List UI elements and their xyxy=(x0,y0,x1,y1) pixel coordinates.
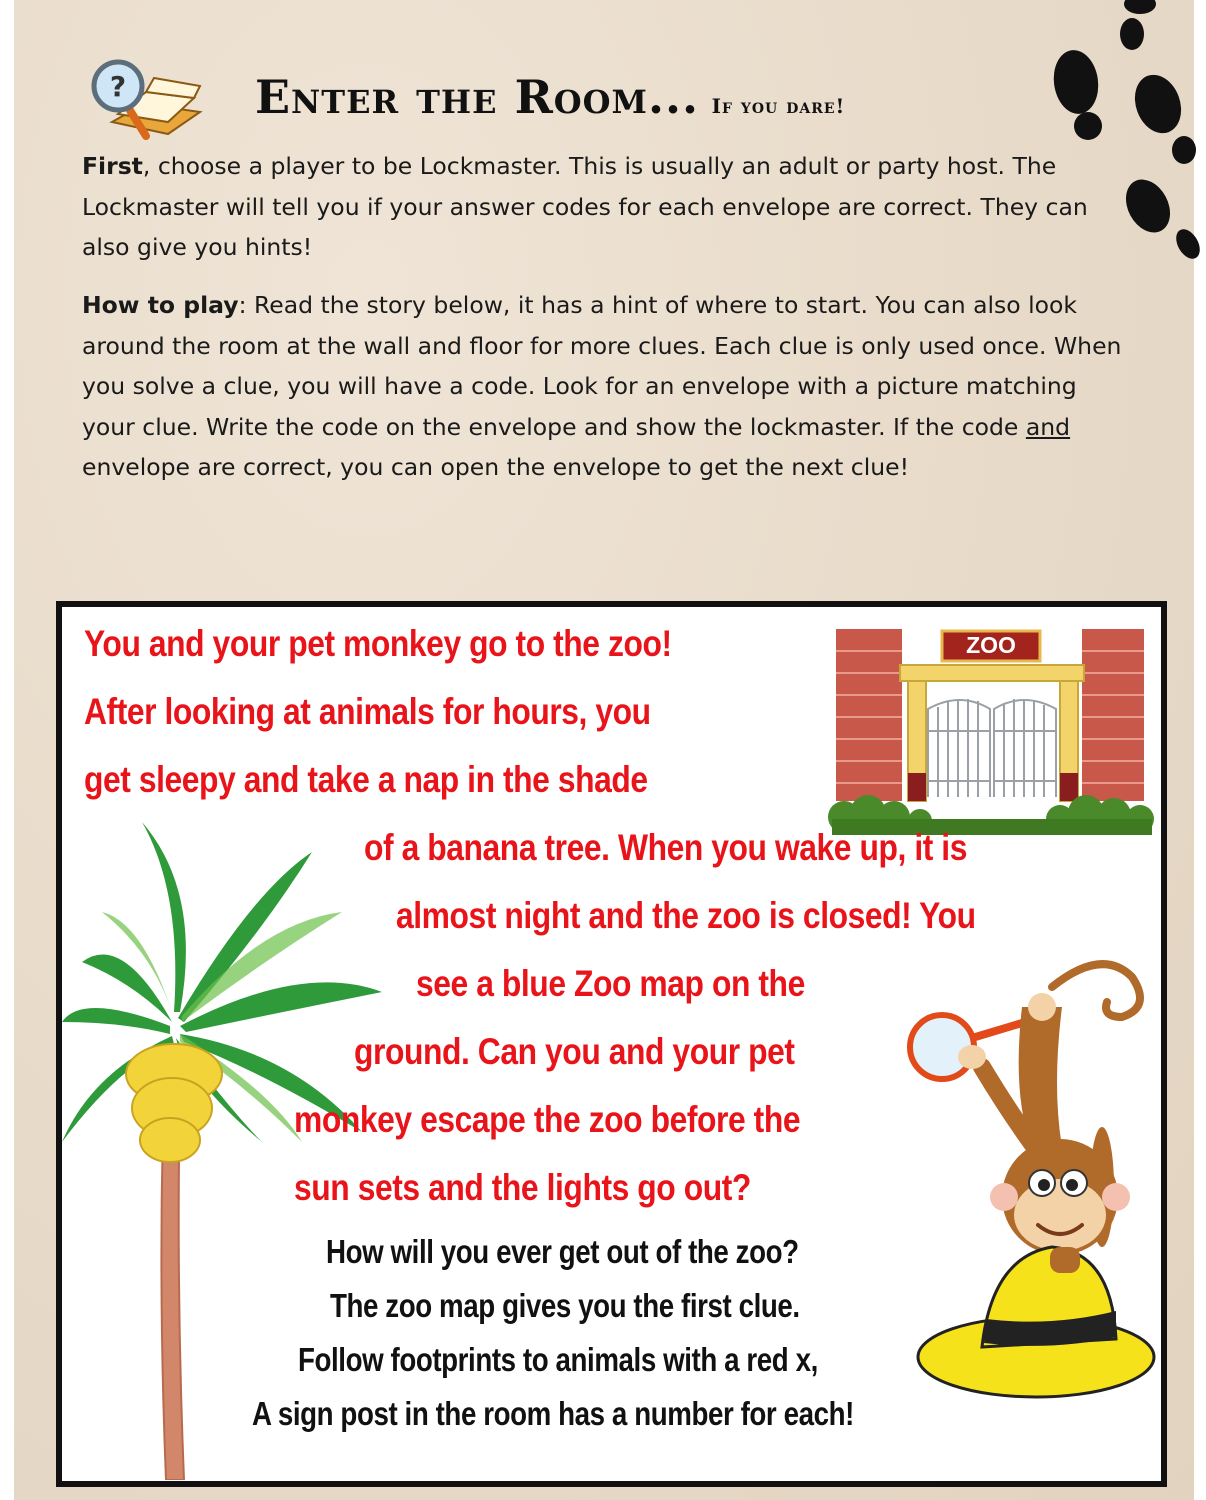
story-line-3: get sleepy and take a nap in the shade xyxy=(84,759,648,800)
monkey-icon xyxy=(902,947,1157,1402)
story-line-2: After looking at animals for hours, you xyxy=(84,691,651,732)
how-to-play-label: How to play xyxy=(82,291,239,319)
zoo-sign xyxy=(942,632,1040,659)
title-main: Enter the Room... xyxy=(255,70,700,124)
zoo-sign-label: ZOO xyxy=(966,632,1016,658)
title-sub: If you dare! xyxy=(711,94,846,118)
story-line-4: of a banana tree. When you wake up, it is xyxy=(364,827,967,868)
story-line-6: see a blue Zoo map on the xyxy=(416,963,805,1004)
story-line-1: You and your pet monkey go to the zoo! xyxy=(84,623,672,664)
first-text: , choose a player to be Lockmaster. This is usually an adult or party host. The Lockmaster will tell you if your answer codes for each envelope are correct. They can also give you hints! xyxy=(82,152,1088,261)
how-to-play-underlined: and xyxy=(1025,412,1071,441)
story-line-7: ground. Can you and your pet xyxy=(354,1031,795,1072)
svg-text:?: ? xyxy=(109,70,127,103)
story-line-8: monkey escape the zoo before the xyxy=(294,1099,801,1140)
instructions-how-to-play xyxy=(82,285,1122,488)
rhyme-line-3: Follow footprints to animals with a red x, xyxy=(298,1341,818,1378)
rhyme-line-2: The zoo map gives you the first clue. xyxy=(330,1287,800,1324)
banana-tree-icon xyxy=(62,812,392,1480)
magnifier-book-icon xyxy=(82,52,206,142)
story-line-9: sun sets and the lights go out? xyxy=(294,1167,751,1208)
how-to-play-text-b: envelope are correct, you can open the envelope to get the next clue! xyxy=(82,453,910,481)
page-title xyxy=(255,70,845,124)
rhyme-line-1: How will you ever get out of the zoo? xyxy=(326,1233,799,1270)
first-label: First xyxy=(82,152,143,180)
rhyme-line-4: A sign post in the room has a number for each! xyxy=(252,1395,854,1432)
instructions-first xyxy=(82,146,1122,268)
how-to-play-text-a: : Read the story below, it has a hint of where to start. You can also look around the room at the wall and floor for more clues. Each clue is only used once. When you solve a clue, you will have a code. Look for an envelope with a picture matching your clue. Write the code on the envelope and show the lockmaster. If the code xyxy=(82,291,1122,441)
story-line-5: almost night and the zoo is closed! You xyxy=(396,895,976,936)
story-box xyxy=(56,601,1167,1487)
